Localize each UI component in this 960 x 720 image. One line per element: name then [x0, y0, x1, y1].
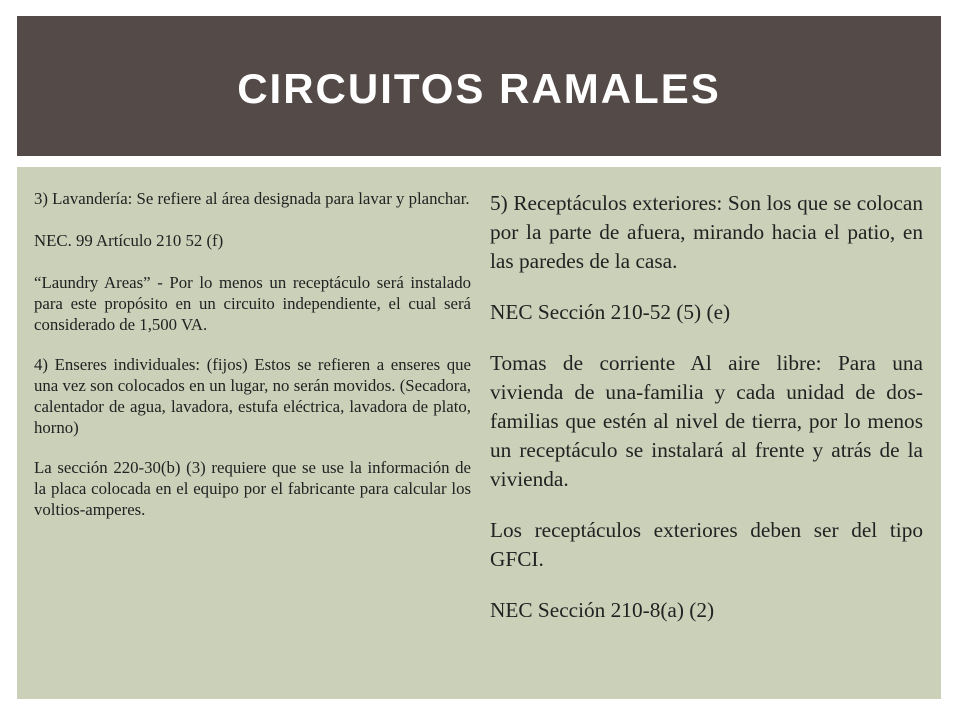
- right-column: [490, 189, 923, 625]
- title-bar: [17, 16, 941, 156]
- individual-appliances: 4) Enseres individuales: (fijos) Estos se refieren a enseres que una vez son colocados en un lugar, no serán movidos. (Secadora, calentador de agua, lavadora, estufa eléctrica, lavadora de plato, horno): [34, 355, 471, 437]
- gfci-requirement: Los receptáculos exteriores deben ser del tipo GFCI.: [490, 518, 923, 571]
- nec-99-reference: NEC. 99 Artículo 210 52 (f): [34, 231, 224, 250]
- left-column: [34, 188, 471, 520]
- laundry-areas-rule: “Laundry Areas” - Por lo menos un receptáculo será instalado para este propósito en un circuito independiente, el cual será considerado de 1,500 VA.: [34, 273, 471, 334]
- content-panel: [17, 167, 941, 699]
- nec-210-52-reference: NEC Sección 210-52 (5) (e): [490, 300, 731, 324]
- section-220-30-note: La sección 220-30(b) (3) requiere que se use la información de la placa colocada en el equipo por el fabricante para calcular los voltios-amperes.: [34, 458, 471, 519]
- nec-210-8-reference: NEC Sección 210-8(a) (2): [490, 598, 715, 622]
- slide-title: CIRCUITOS RAMALES: [237, 65, 721, 112]
- outdoor-receptacles-definition: 5) Receptáculos exteriores: Son los que se colocan por la parte de afuera, mirando hacia el patio, en las paredes de la casa.: [490, 191, 923, 273]
- outdoor-outlets-rule: Tomas de corriente Al aire libre: Para una vivienda de una-familia y cada unidad de dos-familias que estén al nivel de tierra, por lo menos un receptáculo se instalará al frente y atrás de la vivienda.: [490, 351, 923, 491]
- laundry-definition: 3) Lavandería: Se refiere al área designada para lavar y planchar.: [34, 189, 470, 208]
